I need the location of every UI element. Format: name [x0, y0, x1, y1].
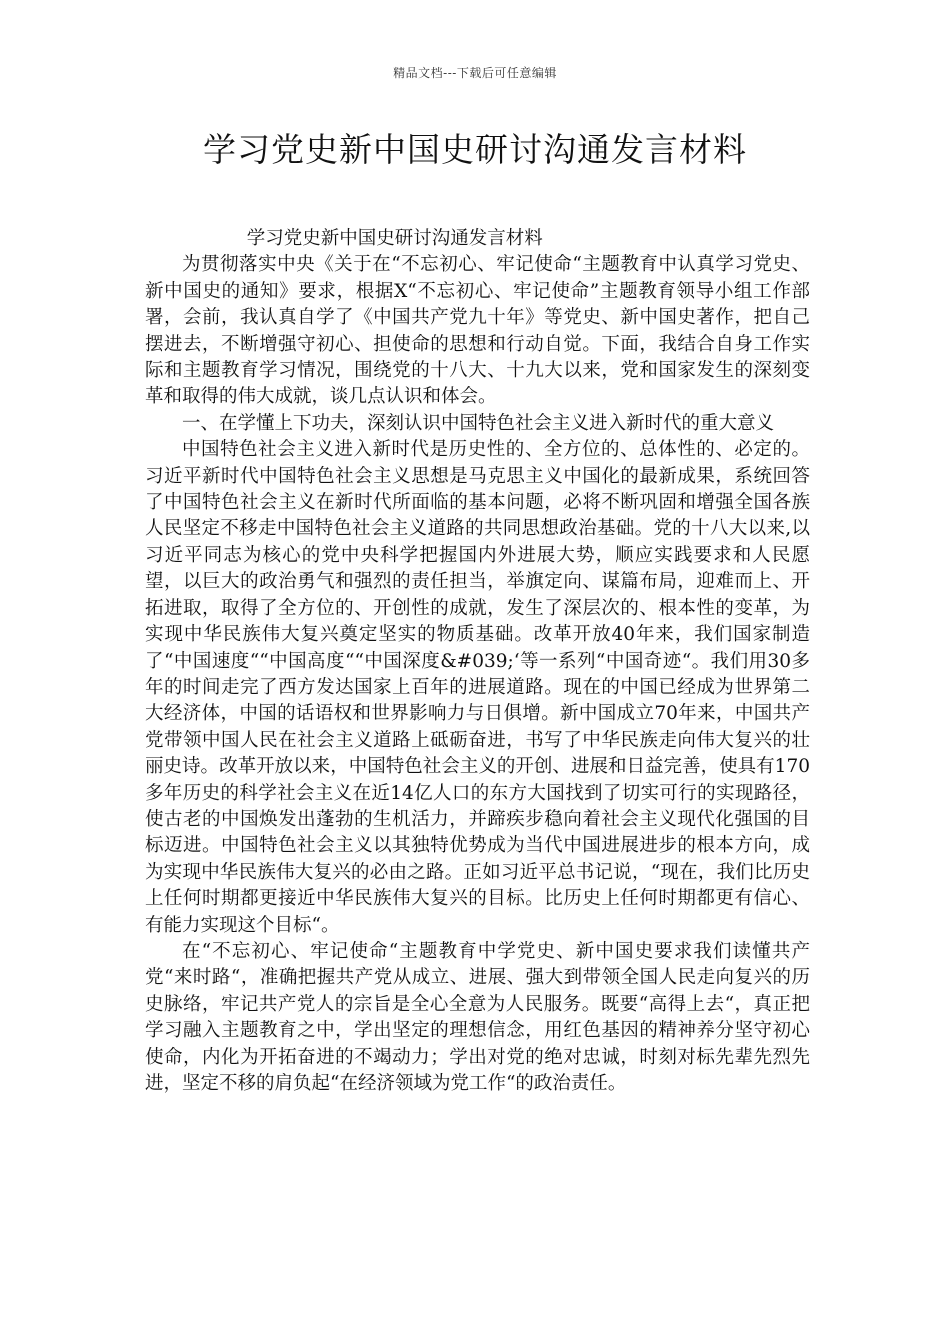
paragraph-section-2: 在“不忘初心、牢记使命“主题教育中学党史、新中国史要求我们读懂共产党“来时路“，准确把握共产党从成立、进展、强大到带领全国人民走向复兴的历史脉络，牢记共产党人的宗旨是全心全意为人民服务。既要“高得上去“，真正把学习融入主题教育之中，学出坚定的理想信念，用红色基因的精神养分坚守初心使命，内化为开拓奋进的不竭动力；学出对党的绝对忠诚，时刻对标先辈先烈先进，坚定不移的肩负起“在经济领域为党工作“的政治责任。: [145, 940, 810, 1094]
document-body: [145, 226, 810, 1097]
section-heading-1: 一、在学懂上下功夫，深刻认识中国特色社会主义进入新时代的重大意义: [182, 412, 775, 434]
document-subtitle: 学习党史新中国史研讨沟通发言材料: [246, 228, 543, 249]
paragraph-intro: 为贯彻落实中央《关于在“不忘初心、牢记使命“主题教育中认真学习党史、新中国史的通知》要求，根据X“不忘初心、牢记使命”主题教育领导小组工作部署，会前，我认真自学了《中国共产党九十年》等党史、新中国史著作，把自己摆进去，不断增强守初心、担使命的思想和行动自觉。下面，我结合自身工作实际和主题教育学习情况，围绕党的十八大、十九大以来，党和国家发生的深刻变革和取得的伟大成就，谈几点认识和体会。: [145, 254, 810, 408]
header-note: 精品文档---下载后可任意编辑: [393, 66, 557, 80]
document-title: 学习党史新中国史研讨沟通发言材料: [203, 130, 747, 169]
paragraph-section-1: 中国特色社会主义进入新时代是历史性的、全方位的、总体性的、必定的。习近平新时代中国特色社会主义思想是马克思主义中国化的最新成果，系统回答了中国特色社会主义在新时代所面临的基本问题，必将不断巩固和增强全国各族人民坚定不移走中国特色社会主义道路的共同思想政治基础。党的十八大以来,以习近平同志为核心的党中央科学把握国内外进展大势，顺应实践要求和人民愿望，以巨大的政治勇气和强烈的责任担当，举旗定向、谋篇布局，迎难而上、开拓进取，取得了全方位的、开创性的成就，发生了深层次的、根本性的变革，为实现中华民族伟大复兴奠定坚实的物质基础。改革开放40年来，我们国家制造了“中国速度““中国高度““中国深度&#039;‘等一系列“中国奇迹“。我们用30多年的时间走完了西方发达国家上百年的进展道路。现在的中国已经成为世界第二大经济体，中国的话语权和世界影响力与日俱增。新中国成立70年来，中国共产党带领中国人民在社会主义道路上砥砺奋进，书写了中华民族走向伟大复兴的壮丽史诗。改革开放以来，中国特色社会主义的开创、进展和日益完善，使具有170多年历史的科学社会主义在近14亿人口的东方大国找到了切实可行的实现路径，使古老的中国焕发出蓬勃的生机活力，并蹄疾步稳向着社会主义现代化强国的目标迈进。中国特色社会主义以其独特优势成为当代中国进展进步的根本方向，成为实现中华民族伟大复兴的必由之路。正如习近平总书记说，“现在，我们比历史上任何时期都更接近中华民族伟大复兴的目标。比历史上任何时期都更有信心、有能力实现这个目标“。: [145, 439, 810, 936]
